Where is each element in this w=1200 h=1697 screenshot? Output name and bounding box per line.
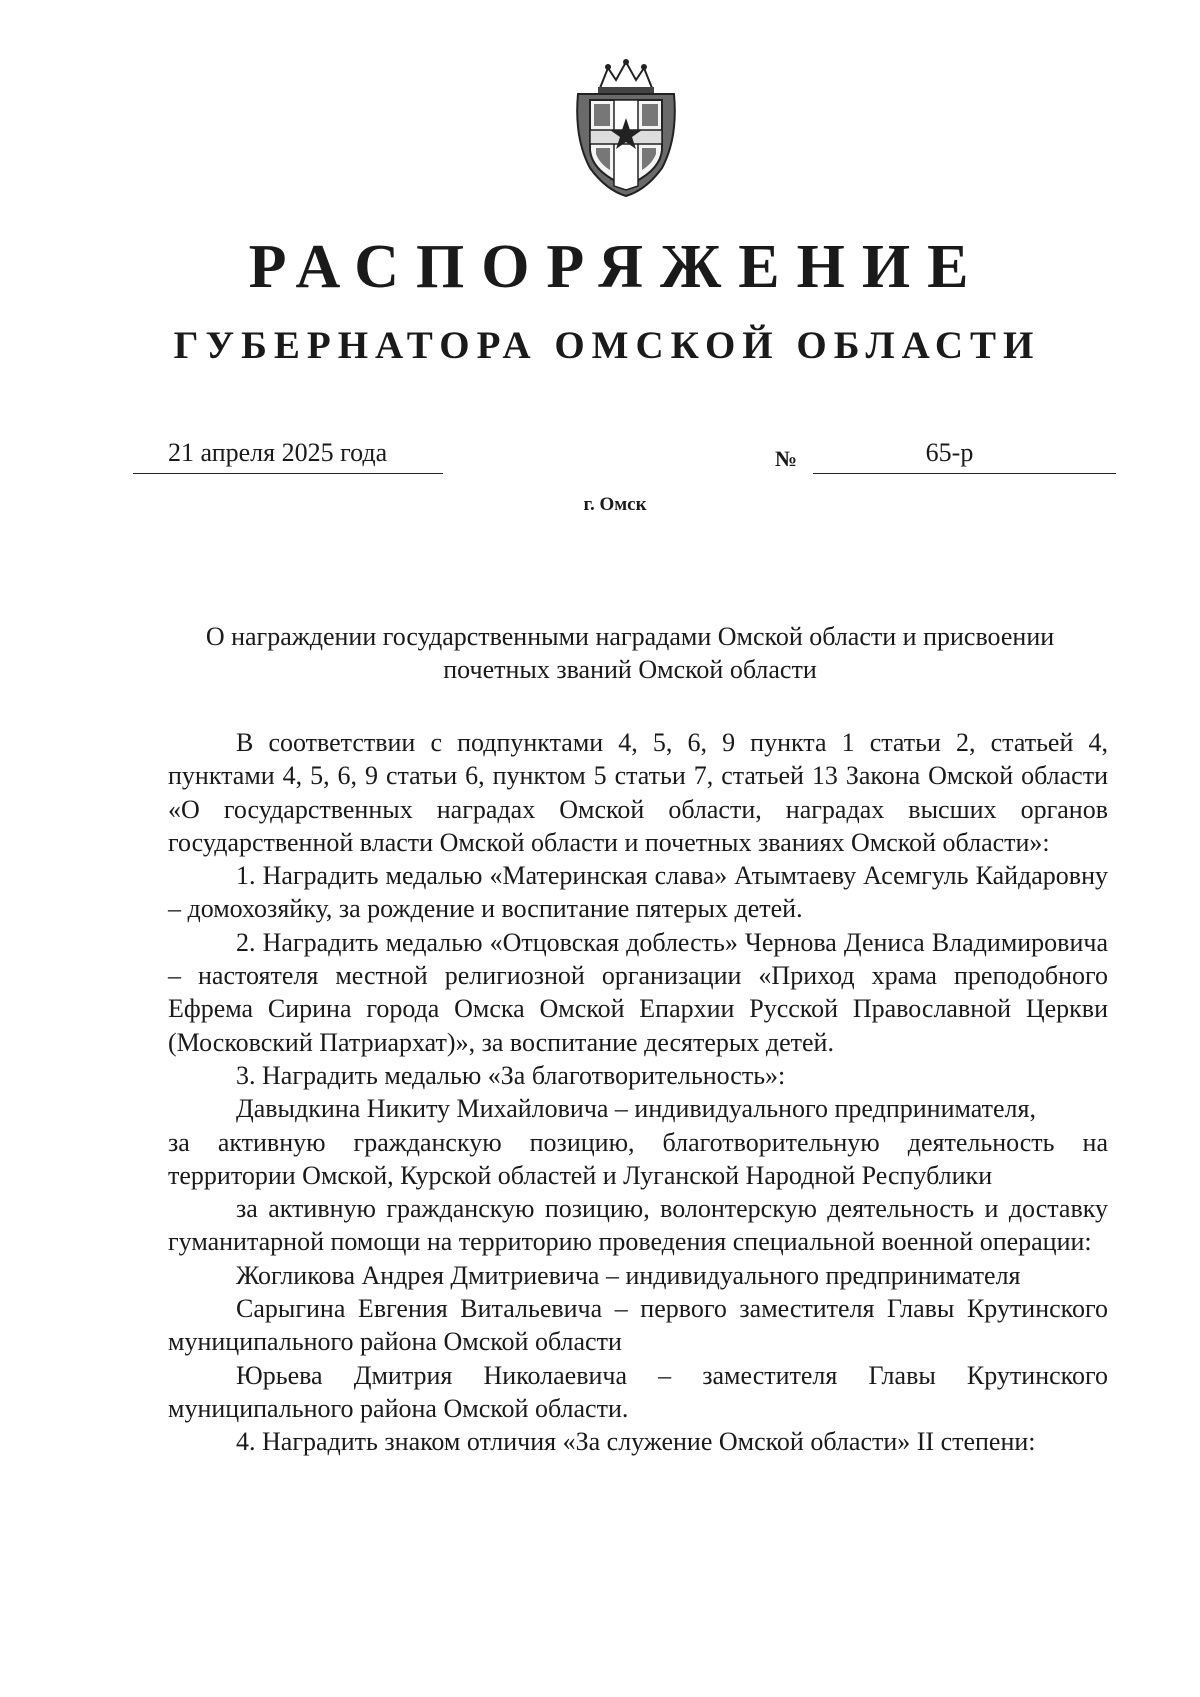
item-1-paragraph: 1. Наградить медалью «Материнская слава» Атымтаеву Асемгуль Кайдаровну – домохозяйку, за рождение и воспитание пятерых детей.	[168, 861, 1108, 924]
coat-of-arms-emblem	[570, 58, 682, 198]
document-subtitle: ГУБЕРНАТОРА ОМСКОЙ ОБЛАСТИ	[173, 324, 1041, 367]
item-3-paragraph: 3. Наградить медалью «За благотворительность»:	[236, 1060, 786, 1090]
subject-line-1: О награждении государственными наградами Омской области и присвоении	[205, 622, 1055, 651]
item-4-paragraph: 4. Наградить знаком отличия «За служение Омской области» II степени:	[236, 1427, 1036, 1457]
document-date: 21 апреля 2025 года	[133, 436, 443, 474]
document-body	[168, 726, 1108, 1459]
document-city: г. Омск	[583, 494, 647, 515]
item-3-recipient-1-reason: за активную гражданскую позицию, благотворительную деятельность на территории Омской, Курской областей и Луганской Народной Республики	[168, 1127, 1108, 1190]
item-2-paragraph: 2. Наградить медалью «Отцовская доблесть» Чернова Дениса Владимировича – настоятеля местной религиозной организации «Приход храма преподобного Ефрема Сирина города Омска Омской Епархии Русской Православной Церкви (Московский Патриархат)», за воспитание десятерых детей.	[168, 927, 1108, 1057]
item-3-recipient-2: Жогликова Андрея Дмитриевича – индивидуального предпринимателя	[236, 1260, 1021, 1290]
document-subject	[150, 620, 1110, 686]
item-3-recipient-1: Давыдкина Никиту Михайловича – индивидуального предпринимателя,	[236, 1094, 1036, 1124]
document-number: 65-р	[813, 436, 1116, 474]
subject-line-2: почетных званий Омской области	[443, 655, 817, 684]
number-label: №	[775, 446, 798, 471]
item-3-reason-2: за активную гражданскую позицию, волонтерскую деятельность и доставку гуманитарной помощи на территорию проведения специальной военной операции:	[168, 1194, 1108, 1257]
item-3-recipient-4: Юрьева Дмитрия Николаевича – заместителя Главы Крутинского муниципального района Омской области.	[168, 1360, 1108, 1423]
document-title: РАСПОРЯЖЕНИЕ	[248, 233, 986, 301]
preamble-paragraph: В соответствии с подпунктами 4, 5, 6, 9 пункта 1 статьи 2, статьей 4, пунктами 4, 5, 6, 9 статьи 6, пунктом 5 статьи 7, статьей 13 Закона Омской области «О государственных наградах Омской области, наградах высших органов государственной власти Омской области и почетных званиях Омской области»:	[168, 728, 1108, 857]
item-3-recipient-3: Сарыгина Евгения Витальевича – первого заместителя Главы Крутинского муниципального района Омской области	[168, 1294, 1108, 1357]
